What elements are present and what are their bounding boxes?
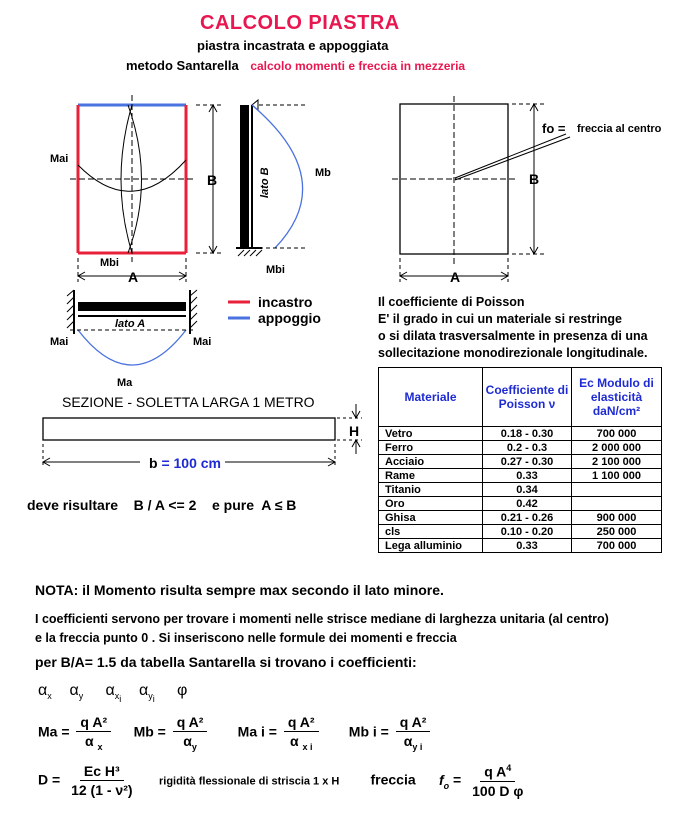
- poisson-value: 0.33: [483, 469, 572, 483]
- material-name: cls: [379, 525, 483, 539]
- table-row: [379, 497, 662, 511]
- slab-rect: [43, 418, 335, 440]
- page-title: CALCOLO PIASTRA: [200, 12, 400, 34]
- coeff-notes: I coefficienti servono per trovare i momenti nelle strisce mediane di larghezza unitaria (al centro) e la freccia punto 0 . Si inseriscono nelle formule dei momenti e freccia: [35, 612, 609, 645]
- material-name: Vetro: [379, 427, 483, 441]
- modulus-value: 700 000: [572, 539, 662, 553]
- poisson-value: 0.2 - 0.3: [483, 441, 572, 455]
- mbi-label: Mbi: [100, 257, 119, 269]
- b-label: B: [207, 172, 218, 188]
- b-dimension: b = 100 cm: [149, 455, 222, 471]
- modulus-value: 700 000: [572, 427, 662, 441]
- poisson-value: 0.42: [483, 497, 572, 511]
- h-label: H: [349, 423, 360, 439]
- condition: deve risultare B / A <= 2 e pure A ≤ B: [27, 497, 297, 513]
- material-name: Ferro: [379, 441, 483, 455]
- poisson-value: 0.18 - 0.30: [483, 427, 572, 441]
- a-label: A: [128, 269, 139, 285]
- material-name: Titanio: [379, 483, 483, 497]
- legend-incastro: incastro: [258, 294, 313, 310]
- freccia-label: freccia al centro: [577, 123, 662, 135]
- material-name: Oro: [379, 497, 483, 511]
- table-row: [379, 441, 662, 455]
- material-name: Ghisa: [379, 511, 483, 525]
- method-note: calcolo momenti e freccia in mezzeria: [250, 59, 466, 73]
- modulus-value: 1 100 000: [572, 469, 662, 483]
- mai-right: Mai: [193, 336, 212, 348]
- section-label: SEZIONE - SOLETTA LARGA 1 METRO: [62, 394, 315, 410]
- b-label-2: B: [529, 171, 540, 187]
- table-row: [379, 525, 662, 539]
- modulus-value: [572, 483, 662, 497]
- table-row: [379, 539, 662, 553]
- table-row: [379, 469, 662, 483]
- legend-appoggio: appoggio: [258, 310, 321, 326]
- a-label-2: A: [450, 269, 461, 285]
- legend: [228, 294, 321, 326]
- poisson-value: 0.34: [483, 483, 572, 497]
- poisson-value: 0.27 - 0.30: [483, 455, 572, 469]
- mai-label: Mai: [50, 153, 69, 165]
- lato-a-label: lato A: [115, 318, 146, 330]
- per-ba: per B/A= 1.5 da tabella Santarella si trovano i coefficienti:: [35, 654, 417, 670]
- poisson-value: 0.10 - 0.20: [483, 525, 572, 539]
- material-name: Lega alluminio: [379, 539, 483, 553]
- modulus-value: 2 000 000: [572, 441, 662, 455]
- poisson-value: 0.33: [483, 539, 572, 553]
- header-materiale: Materiale: [379, 368, 483, 427]
- table-row: [379, 483, 662, 497]
- lato-b-label: lato B: [259, 167, 271, 198]
- mai-left: Mai: [50, 336, 69, 348]
- ma-label: Ma: [117, 377, 133, 389]
- d-formula: D = $\frac{\text{Ec H³}}{\text{12 (1 - ν²)}}$ rigidità flessionale di striscia 1 x H freccia $f_o$ = $\frac{q A^4}{\text{100 D φ}}$: [38, 763, 524, 799]
- mbi-side-label: Mbi: [266, 264, 285, 276]
- table-row: [379, 455, 662, 469]
- plate-diagram: [50, 95, 222, 285]
- modulus-value: 250 000: [572, 525, 662, 539]
- header-modulo: Ec Modulo di elasticità daN/cm²: [572, 368, 662, 427]
- nota: NOTA: il Momento risulta sempre max secondo il lato minore.: [35, 582, 444, 598]
- deflection-diagram: [392, 96, 662, 285]
- material-name: Rame: [379, 469, 483, 483]
- materials-table: [378, 367, 662, 553]
- fo-label: fo =: [542, 121, 566, 136]
- modulus-value: 2 100 000: [572, 455, 662, 469]
- poisson-value: 0.21 - 0.26: [483, 511, 572, 525]
- poisson-text: Il coefficiente di Poisson E' il grado in cui un materiale si restringe o si dilata trasversalmente in presenza di una sollecitazione monodirezionale longitudinale.: [378, 295, 648, 360]
- method-label: metodo Santarella: [126, 58, 239, 73]
- material-name: Acciaio: [379, 455, 483, 469]
- moment-formulas: Ma = $\frac{\text{q A²}}{\alpha _x}$ Mb = $\frac{\text{q A²}}{\alpha_y}$ Ma i = $\frac{\text{q A²}}{\alpha _{x i}}$ Mb i = $\frac{\text{q A²}}{\alpha_{y i}}$: [38, 714, 433, 752]
- mb-label: Mb: [315, 167, 331, 179]
- beam-diagram: [50, 290, 211, 389]
- table-row: [379, 511, 662, 525]
- side-diagram: [236, 100, 331, 276]
- coefficient-symbols: $\alpha_x$ $\alpha_y$ $\alpha_{x_i}$ $\alpha_{y_i}$ φ: [38, 682, 188, 704]
- modulus-value: 900 000: [572, 511, 662, 525]
- modulus-value: [572, 497, 662, 511]
- subtitle: piastra incastrata e appoggiata: [197, 38, 389, 53]
- table-row: [379, 427, 662, 441]
- header-poisson: Coefficiente di Poisson ν: [483, 368, 572, 427]
